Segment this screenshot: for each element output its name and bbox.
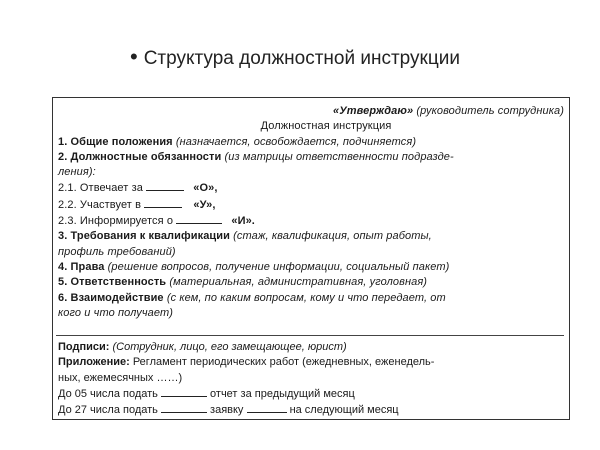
attachment-label: Приложение: xyxy=(58,356,130,369)
section-6 xyxy=(58,291,566,306)
section-1-title: 1. Общие положения xyxy=(58,135,173,148)
signatures-line xyxy=(58,340,566,355)
approval-note: (руководитель сотрудника) xyxy=(416,105,564,117)
section-5-title: 5. Ответственность xyxy=(58,276,167,289)
slide-title-text: Структура должностной инструкции xyxy=(143,48,460,69)
section-2 xyxy=(58,150,566,165)
item-2-2 xyxy=(58,197,566,213)
section-3-note: (стаж, квалификация, опыт работы, xyxy=(233,230,432,243)
document-subtitle: Должностная инструкция xyxy=(260,120,392,133)
item-2-3-text: 2.3. Информируется о xyxy=(58,215,174,228)
section-6-note-cont: кого и что получает) xyxy=(58,306,174,319)
title-bullet: • xyxy=(130,44,138,69)
blank-line xyxy=(161,386,207,397)
section-2-note: (из матрицы ответственности подразде- xyxy=(224,150,454,163)
separator-line xyxy=(56,335,564,336)
section-3-title: 3. Требования к квалификации xyxy=(58,230,230,243)
section-1-note: (назначается, освобождается, подчиняется) xyxy=(175,135,417,148)
attachment-text-cont: ных, ежемесячных xyxy=(58,371,154,384)
blank-line xyxy=(161,402,207,413)
section-6-title: 6. Взаимодействие xyxy=(58,291,164,304)
approval-line xyxy=(58,104,566,119)
blank-line xyxy=(146,180,184,191)
section-4 xyxy=(58,260,566,275)
section-5 xyxy=(58,275,566,290)
deadline-27-item: заявку xyxy=(210,404,244,417)
section-6-note: (с кем, по каким вопросам, кому и что передает, от xyxy=(166,291,446,304)
attachment-line xyxy=(58,355,566,370)
item-2-3 xyxy=(58,213,566,229)
item-2-1-text: 2.1. Отвечает за xyxy=(58,182,143,195)
job-description-document xyxy=(58,104,566,321)
item-2-2-code: «У», xyxy=(193,198,216,211)
attachment-ellipsis: ……) xyxy=(156,371,183,384)
signatures-note: (Сотрудник, лицо, его замещающее, юрист) xyxy=(112,341,347,353)
section-2-title: 2. Должностные обязанности xyxy=(58,150,222,163)
item-2-1-code: «О», xyxy=(193,182,218,195)
section-1 xyxy=(58,135,566,150)
deadline-27-tail: на следующий месяц xyxy=(289,404,399,417)
deadline-27-text: До 27 числа подать xyxy=(58,404,158,417)
section-4-note: (решение вопросов, получение информации, социальный пакет) xyxy=(107,260,450,273)
signatures-label: Подписи: xyxy=(58,341,110,353)
deadline-05-text: До 05 числа подать xyxy=(58,387,158,400)
deadline-05 xyxy=(58,386,566,402)
item-2-3-code: «И». xyxy=(231,215,255,228)
section-3-note-cont: профиль требований) xyxy=(58,245,176,258)
blank-line xyxy=(144,197,182,208)
deadline-27 xyxy=(58,402,566,418)
blank-line xyxy=(176,213,222,224)
deadline-05-item: отчет за предыдущий месяц xyxy=(210,387,355,400)
section-3 xyxy=(58,229,566,244)
section-2-note-cont: ления): xyxy=(58,166,96,179)
document-footer xyxy=(58,340,566,418)
attachment-line-cont xyxy=(58,371,566,386)
item-2-1 xyxy=(58,180,566,196)
blank-line xyxy=(247,402,287,413)
slide-title xyxy=(130,44,460,70)
approval-label: «Утверждаю» xyxy=(333,105,414,117)
section-4-title: 4. Права xyxy=(58,260,105,273)
item-2-2-text: 2.2. Участвует в xyxy=(58,198,142,211)
attachment-text: Регламент периодических работ (ежедневных, еженедель- xyxy=(132,356,435,369)
section-5-note: (материальная, административная, уголовная) xyxy=(169,276,428,289)
